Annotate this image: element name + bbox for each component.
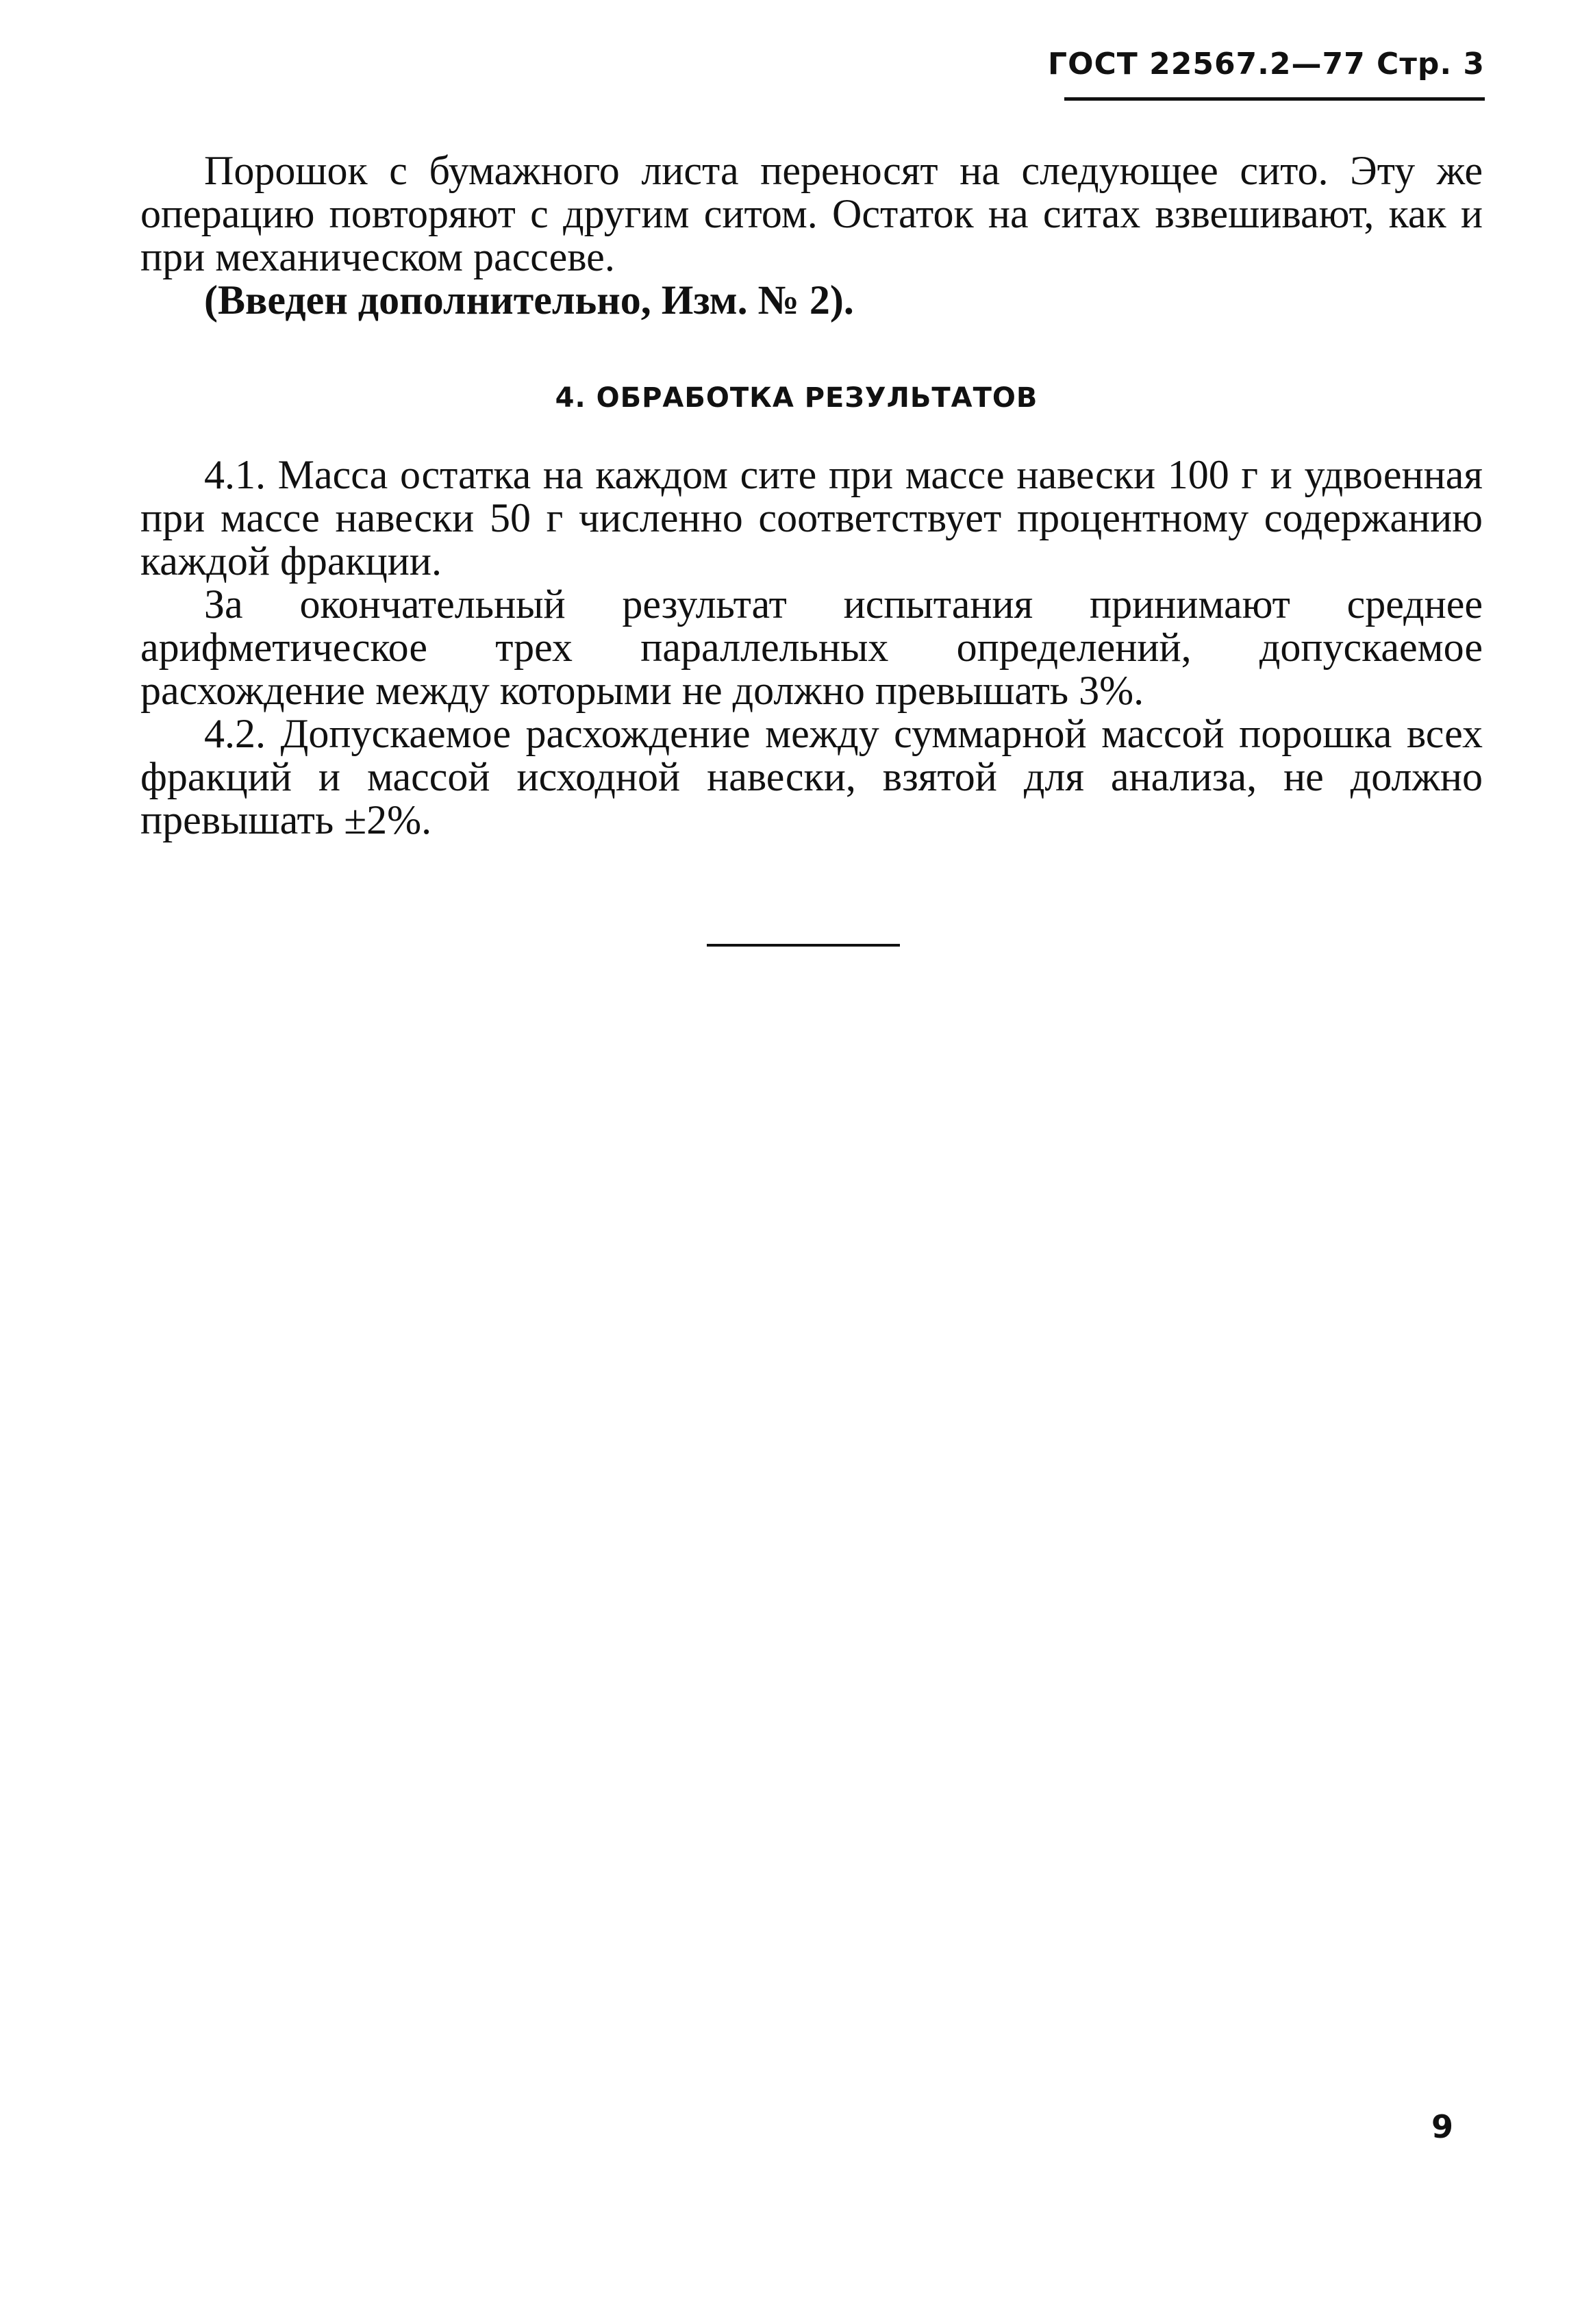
paragraph-4-1: 4.1. Масса остатка на каждом сите при массе навески 100 г и удвоенная при массе навески 50 г численно соответствует процентному содержанию каждой фракции.	[140, 452, 1483, 584]
running-header: ГОСТ 22567.2—77 Стр. 3	[1048, 47, 1485, 82]
section-heading: 4. ОБРАБОТКА РЕЗУЛЬТАТОВ	[555, 382, 1038, 414]
paragraph-final-result: За окончательный результат испытания принимают среднее арифметическое трех параллельных определений, допускаемое расхождение между которыми не должно превышать 3%.	[140, 582, 1483, 713]
end-rule	[707, 944, 900, 947]
section-body	[140, 453, 1483, 842]
continuation-block	[140, 149, 1483, 322]
amendment-note: (Введен дополнительно, Изм. № 2).	[204, 277, 854, 323]
continuation-paragraph: Порошок с бумажного листа переносят на следующее сито. Эту же операцию повторяют с другим ситом. Остаток на ситах взвешивают, как и при механическом рассеве.	[140, 148, 1483, 279]
header-rule	[1064, 97, 1485, 101]
paragraph-4-2: 4.2. Допускаемое расхождение между суммарной массой порошка всех фракций и массой исходной навески, взятой для анализа, не должно превышать ±2%.	[140, 711, 1483, 842]
page-number: 9	[1431, 2108, 1454, 2145]
